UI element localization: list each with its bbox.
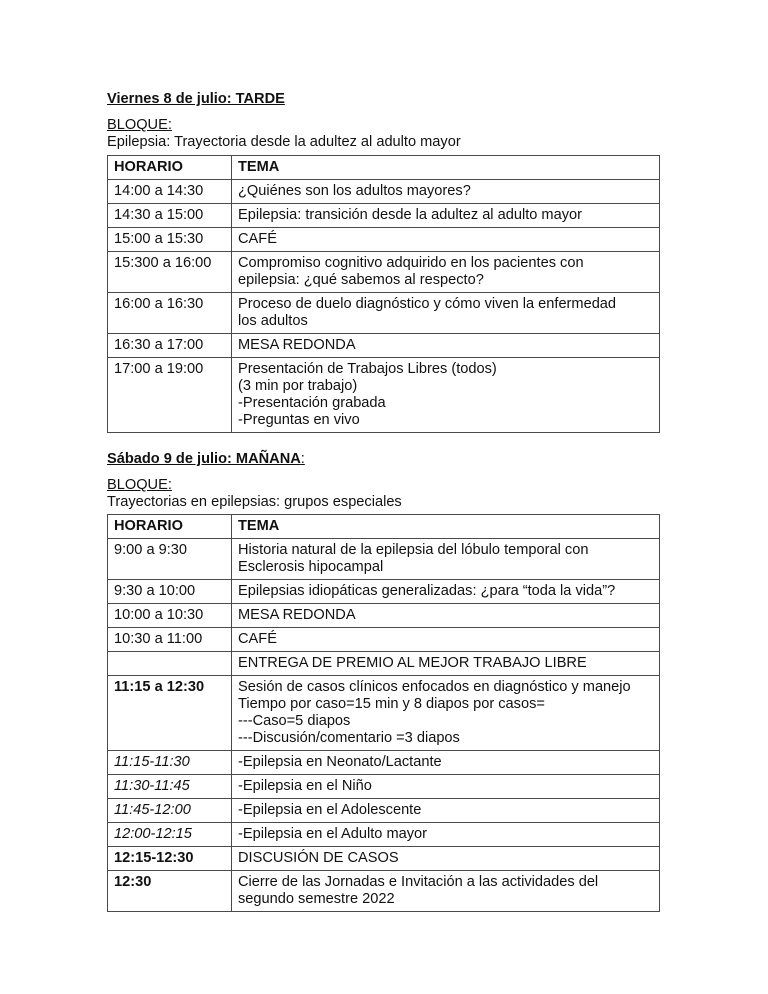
topic-cell xyxy=(232,204,660,228)
time-cell: 15:300 a 16:00 xyxy=(108,252,232,293)
bloque-title: Trayectorias en epilepsias: grupos especiales xyxy=(107,494,402,510)
topic-cell xyxy=(232,334,660,358)
table-row xyxy=(108,751,660,775)
day-heading-friday xyxy=(107,91,285,108)
table-row xyxy=(108,252,660,293)
topic-line: Epilepsias idiopáticas generalizadas: ¿para “toda la vida”? xyxy=(238,583,616,599)
topic-line: Historia natural de la epilepsia del lóbulo temporal con xyxy=(238,542,589,558)
topic-line: CAFÉ xyxy=(238,631,277,647)
topic-line: ENTREGA DE PREMIO AL MEJOR TRABAJO LIBRE xyxy=(238,655,587,671)
time-cell: 17:00 a 19:00 xyxy=(108,358,232,433)
topic-cell xyxy=(232,628,660,652)
bloque-block-saturday xyxy=(107,477,402,511)
table-row xyxy=(108,676,660,751)
topic-line: ---Discusión/comentario =3 diapos xyxy=(238,730,460,746)
topic-cell xyxy=(232,539,660,580)
time-cell: 10:30 a 11:00 xyxy=(108,628,232,652)
time-cell: 11:30-11:45 xyxy=(108,775,232,799)
time-cell: 16:00 a 16:30 xyxy=(108,293,232,334)
time-cell: 11:15-11:30 xyxy=(108,751,232,775)
topic-line: MESA REDONDA xyxy=(238,607,356,623)
table-row xyxy=(108,799,660,823)
table-row xyxy=(108,871,660,912)
topic-line: Proceso de duelo diagnóstico y cómo viven la enfermedad xyxy=(238,296,617,312)
table-row xyxy=(108,823,660,847)
time-cell xyxy=(108,652,232,676)
topic-cell xyxy=(232,604,660,628)
topic-line: -Epilepsia en el Adolescente xyxy=(238,802,422,818)
topic-line: -Epilepsia en el Niño xyxy=(238,778,372,794)
topic-line: Cierre de las Jornadas e Invitación a las actividades del xyxy=(238,874,599,890)
bloque-block-friday xyxy=(107,117,461,151)
day-heading-saturday xyxy=(107,451,305,468)
topic-line: los adultos xyxy=(238,313,308,329)
topic-line: Compromiso cognitivo adquirido en los pacientes con xyxy=(238,255,584,271)
topic-cell xyxy=(232,799,660,823)
topic-cell xyxy=(232,775,660,799)
time-cell: 12:00-12:15 xyxy=(108,823,232,847)
topic-cell xyxy=(232,676,660,751)
table-row xyxy=(108,204,660,228)
table-row xyxy=(108,293,660,334)
schedule-table-friday xyxy=(107,155,660,433)
topic-cell xyxy=(232,823,660,847)
time-cell: 14:30 a 15:00 xyxy=(108,204,232,228)
table-row xyxy=(108,652,660,676)
topic-line: ¿Quiénes son los adultos mayores? xyxy=(238,183,471,199)
topic-cell xyxy=(232,751,660,775)
bloque-title: Epilepsia: Trayectoria desde la adultez al adulto mayor xyxy=(107,134,461,150)
day-heading-suffix: : xyxy=(300,451,305,467)
bloque-label: BLOQUE: xyxy=(107,477,172,493)
time-cell: 16:30 a 17:00 xyxy=(108,334,232,358)
table-row xyxy=(108,180,660,204)
time-cell: 9:00 a 9:30 xyxy=(108,539,232,580)
time-cell: 11:15 a 12:30 xyxy=(108,676,232,751)
time-cell: 9:30 a 10:00 xyxy=(108,580,232,604)
topic-line: epilepsia: ¿qué sabemos al respecto? xyxy=(238,272,484,288)
table-row xyxy=(108,775,660,799)
bloque-label: BLOQUE: xyxy=(107,117,172,133)
topic-line: DISCUSIÓN DE CASOS xyxy=(238,850,399,866)
topic-line: Esclerosis hipocampal xyxy=(238,559,384,575)
topic-line: (3 min por trabajo) xyxy=(238,378,358,394)
topic-cell xyxy=(232,180,660,204)
topic-line: CAFÉ xyxy=(238,231,277,247)
table-row xyxy=(108,847,660,871)
topic-cell xyxy=(232,252,660,293)
topic-cell xyxy=(232,871,660,912)
table-row xyxy=(108,334,660,358)
topic-line: -Epilepsia en el Adulto mayor xyxy=(238,826,428,842)
topic-cell xyxy=(232,847,660,871)
table-row xyxy=(108,604,660,628)
time-cell: 15:00 a 15:30 xyxy=(108,228,232,252)
column-header-horario: HORARIO xyxy=(108,515,232,539)
day-heading-text: Viernes 8 de julio: TARDE xyxy=(107,91,285,107)
topic-line: Tiempo por caso=15 min y 8 diapos por casos= xyxy=(238,696,545,712)
column-header-tema: TEMA xyxy=(232,156,660,180)
topic-cell xyxy=(232,358,660,433)
schedule-table-saturday xyxy=(107,514,660,912)
time-cell: 10:00 a 10:30 xyxy=(108,604,232,628)
topic-cell xyxy=(232,580,660,604)
time-cell: 11:45-12:00 xyxy=(108,799,232,823)
topic-cell xyxy=(232,652,660,676)
topic-line: segundo semestre 2022 xyxy=(238,891,395,907)
table-header-row xyxy=(108,156,660,180)
topic-cell xyxy=(232,293,660,334)
column-header-horario: HORARIO xyxy=(108,156,232,180)
table-row xyxy=(108,539,660,580)
topic-cell xyxy=(232,228,660,252)
topic-line: -Presentación grabada xyxy=(238,395,386,411)
time-cell: 14:00 a 14:30 xyxy=(108,180,232,204)
table-row xyxy=(108,628,660,652)
topic-line: Sesión de casos clínicos enfocados en diagnóstico y manejo xyxy=(238,679,631,695)
time-cell: 12:30 xyxy=(108,871,232,912)
column-header-tema: TEMA xyxy=(232,515,660,539)
topic-line: -Preguntas en vivo xyxy=(238,412,360,428)
table-row xyxy=(108,228,660,252)
topic-line: -Epilepsia en Neonato/Lactante xyxy=(238,754,442,770)
table-header-row xyxy=(108,515,660,539)
topic-line: MESA REDONDA xyxy=(238,337,356,353)
day-heading-text: Sábado 9 de julio: MAÑANA xyxy=(107,451,301,467)
time-cell: 12:15-12:30 xyxy=(108,847,232,871)
topic-line: ---Caso=5 diapos xyxy=(238,713,351,729)
table-row xyxy=(108,358,660,433)
table-row xyxy=(108,580,660,604)
topic-line: Epilepsia: transición desde la adultez al adulto mayor xyxy=(238,207,582,223)
topic-line: Presentación de Trabajos Libres (todos) xyxy=(238,361,497,377)
